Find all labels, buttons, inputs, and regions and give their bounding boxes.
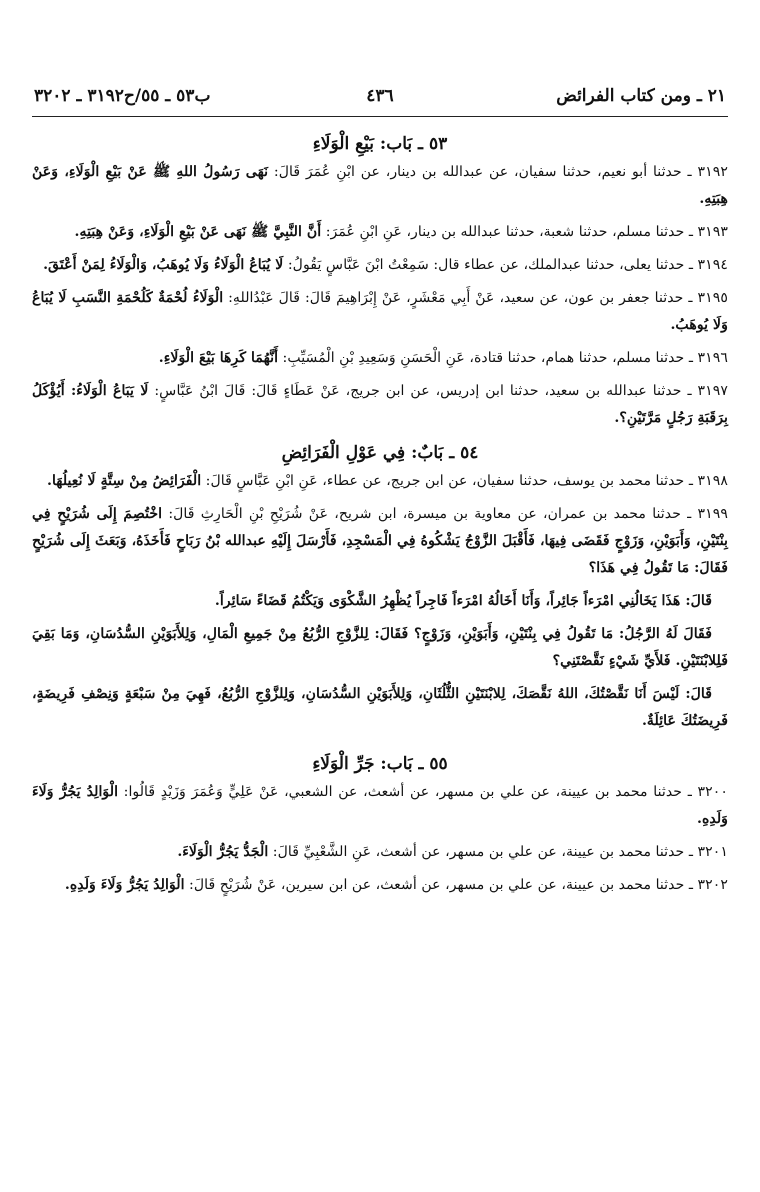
matn: قَالَ: لَيْسَ أَنَا نَقَّصْتُكَ، اللهُ نَقَّصَكَ، لِلابْنَتَيْنِ الثُّلُثَانِ، وَلِلأَبَوَيْنِ السُّدُسَانِ، وَلِلزَّوْجِ الرُّبُعُ، فَهِيَ مِنْ سَبْعَةٍ وَنِصْفِ فَرِيضَةٍ، فَرِيضَتُكَ عَائِلَةٌ. [32, 686, 728, 729]
matn: لَا يُبَاعُ الْوَلَاءُ وَلَا يُوهَبُ، وَالْوَلَاءُ لِمَنْ أَعْتَقَ. [43, 257, 284, 273]
isnad: ٣٢٠١ ـ حدثنا محمد بن عيينة، عن علي بن مسهر، عن أشعث، عَنِ الشَّعْبِيِّ قَالَ: [268, 844, 728, 860]
hadith-3199-paragraph [32, 588, 728, 615]
isnad: ٣١٩٩ ـ حدثنا محمد بن عمران، عن معاوية بن ميسرة، ابن شريح، عَنْ شُرَيْحِ بْنِ الْحَارِثِ قَالَ: [162, 506, 728, 522]
isnad: ٣١٩٦ ـ حدثنا مسلم، حدثنا همام، حدثنا قتادة، عَنِ الْحَسَنِ وَسَعِيدِ بْنِ الْمُسَيِّبِ: [278, 350, 728, 366]
hadith-3195 [32, 285, 728, 339]
hadith-3198 [32, 468, 728, 495]
matn: الْفَرَائِضُ مِنْ سِتَّةٍ لَا نُعِيلُهَا. [47, 473, 202, 489]
matn: الْجَدُّ يَجُرُّ الْوَلَاءَ. [177, 844, 269, 860]
isnad: ٣١٩٢ ـ حدثنا أبو نعيم، حدثنا سفيان، عن عبدالله بن دينار، عن ابْنِ عُمَرَ قَالَ: [268, 164, 728, 180]
matn: الْوَلَاءُ لُحْمَةٌ كَلُحْمَةِ النَّسَبِ لَا يُبَاعُ وَلَا يُوهَبُ. [32, 290, 728, 333]
matn: أَنَّهُمَا كَرِهَا بَيْعَ الْوَلَاءِ. [158, 350, 279, 366]
hadith-3199-paragraph [32, 681, 728, 735]
hadith-3199 [32, 501, 728, 582]
book-page [32, 72, 728, 905]
page-number: ٤٣٦ [366, 86, 394, 106]
matn: أَنَّ النَّبِيَّ ﷺ نَهَى عَنْ بَيْعِ الْوَلَاءِ، وَعَنْ هِبَتِهِ. [74, 224, 322, 240]
section-title-54: ٥٤ ـ بَابٌ: فِي عَوْلِ الْفَرَائِضِ [281, 443, 479, 463]
hadith-3196 [32, 345, 728, 372]
hadith-3202 [32, 872, 728, 899]
isnad: ٣١٩٧ ـ حدثنا عبدالله بن سعيد، حدثنا ابن إدريس، عن ابن جريج، عَنْ عَطَاءٍ قَالَ: قَالَ ابْنُ عَبَّاسٍ: [148, 383, 728, 399]
matn: اخْتُصِمَ إِلَى شُرَيْحٍ فِي بِنْتَيْنِ، وَأَبَوَيْنِ، وَزَوْجٍ فَقَضَى فِيهَا، فَأَقْبَلَ الزَّوْجُ يَشْكُوهُ فِي الْمَسْجِدِ، فَأَرْسَلَ إِلَيْهِ عبدالله بْنُ رَبَاحٍ فَأَخَذَهُ، وَبَعَثَ إِلَى شُرَيْحٍ فَقَالَ: مَا تَقُولُ فِي هَذَا؟ [32, 506, 728, 576]
isnad: ٣١٩٨ ـ حدثنا محمد بن يوسف، حدثنا سفيان، عن ابن جريج، عن عطاء، عَنِ ابْنِ عَبَّاسٍ قَالَ: [201, 473, 728, 489]
isnad: ٣١٩٣ ـ حدثنا مسلم، حدثنا شعبة، حدثنا عبدالله بن دينار، عَنِ ابْنِ عُمَرَ: [321, 224, 728, 240]
matn: فَقَالَ لَهُ الرَّجُلُ: مَا تَقُولُ فِي بِنْتَيْنِ، وَأَبَوَيْنِ، وَزَوْجٍ؟ فَقَالَ: لِلزَّوْجِ الرُّبُعُ مِنْ جَمِيعِ الْمَالِ، وَلِلأَبَوَيْنِ السُّدُسَانِ، وَمَا بَقِيَ فَلِلابْنَتَيْنِ. فَلأَيِّ شَيْءٍ نَقَّصْتَنِي؟ [32, 626, 728, 669]
running-chapter-title: ٢١ ـ ومن كتاب الفرائض [556, 86, 726, 106]
page-header [32, 72, 728, 117]
hadith-3193 [32, 219, 728, 246]
matn: لَا يَبَاعُ الْوَلَاءُ: أَيُؤْكَلُ بِرَقَبَةِ رَجُلٍ مَرَّتَيْنِ؟. [32, 383, 728, 426]
hadith-3194 [32, 252, 728, 279]
hadith-3199-paragraph [32, 621, 728, 675]
matn: الْوَالِدُ يَجُرُّ وَلَاءَ وَلَدِهِ. [32, 784, 728, 827]
hadith-3200 [32, 779, 728, 833]
matn: قَالَ: هَذَا يَخَالُنِي امْرَءاً جَائِراً، وَأَنَا أَخَالُهُ امْرَءاً فَاجِراً يُظْهِرُ الشَّكْوَى وَيَكْتُمُ قَضَاءً سَائِراً. [214, 593, 712, 609]
matn: الْوَالِدُ يَجُرُّ وَلَاءَ وَلَدِهِ. [64, 877, 185, 893]
isnad: ٣١٩٤ ـ حدثنا يعلى، حدثنا عبدالملك، عن عطاء قال: سَمِعْتُ ابْنَ عَبَّاسٍ يَقُولُ: [283, 257, 728, 273]
isnad: ٣٢٠٠ ـ حدثنا محمد بن عيينة، عن علي بن مسهر، عن أشعث، عن الشعبي، عَنْ عَلِيٍّ وَعُمَرَ وَزَيْدٍ قَالُوا: [118, 784, 728, 800]
section-title-53: ٥٣ ـ بَاب: بَيْعِ الْوَلَاءِ [312, 134, 448, 154]
matn: نَهَى رَسُولُ اللهِ ﷺ عَنْ بَيْعِ الْوَلَاءِ، وَعَنْ هِبَتِهِ. [32, 164, 728, 207]
hadith-3192 [32, 159, 728, 213]
hadith-3201 [32, 839, 728, 866]
section-title-55: ٥٥ ـ بَاب: جَرِّ الْوَلَاءِ [312, 754, 448, 774]
running-references: ب٥٣ ـ ٥٥/ح٣١٩٢ ـ ٣٢٠٢ [34, 86, 211, 106]
hadith-3197 [32, 378, 728, 432]
isnad: ٣٢٠٢ ـ حدثنا محمد بن عيينة، عن علي بن مسهر، عن أشعث، عن ابن سيرين، عَنْ شُرَيْحٍ قَالَ: [184, 877, 728, 893]
isnad: ٣١٩٥ ـ حدثنا جعفر بن عون، عن سعيد، عَنْ أَبِي مَعْشَرٍ، عَنْ إِبْرَاهِيمَ قَالَ: قَالَ عَبْدُاللهِ: [223, 290, 728, 306]
